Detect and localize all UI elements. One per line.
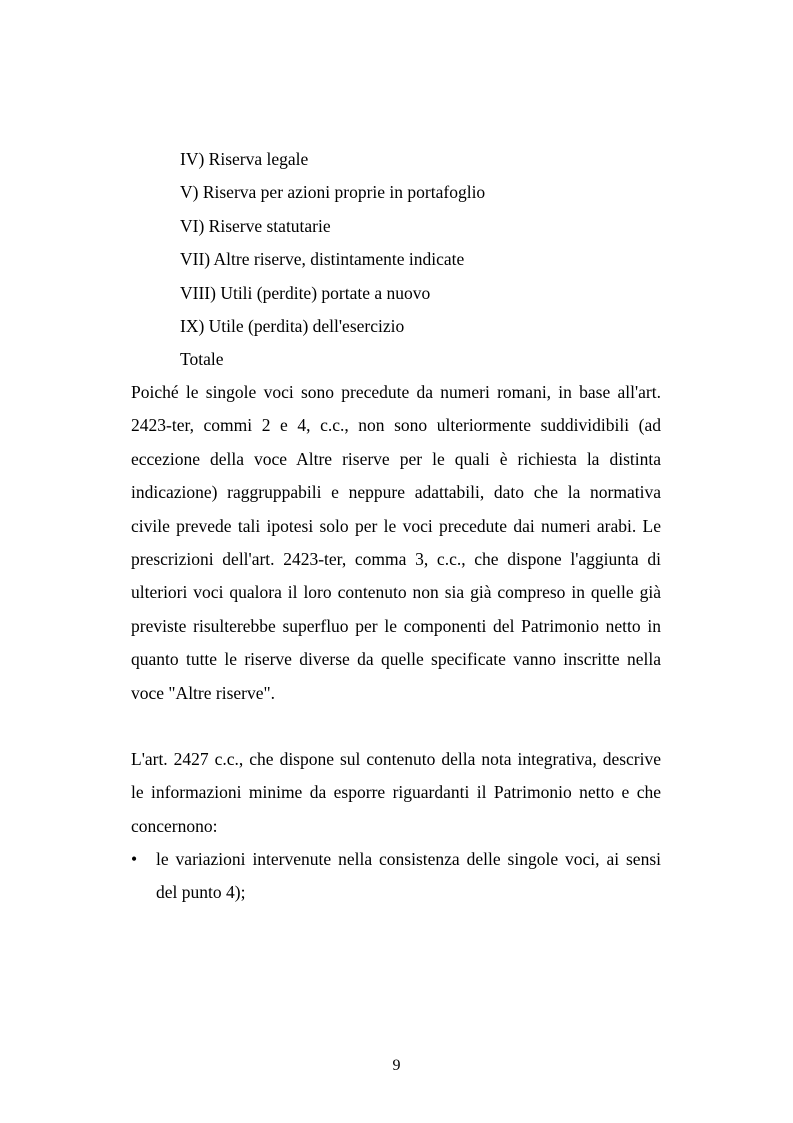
page-number: 9	[392, 1057, 401, 1074]
reserve-item: IX) Utile (perdita) dell'esercizio	[180, 315, 405, 336]
reserve-item: VII) Altre riserve, distintamente indicate	[180, 249, 465, 270]
reserve-item: VIII) Utili (perdite) portate a nuovo	[180, 282, 431, 303]
reserve-items-list	[180, 143, 485, 377]
bullet-item	[131, 843, 661, 910]
bullet-icon: •	[131, 849, 138, 869]
reserve-item: IV) Riserva legale	[180, 149, 309, 169]
reserve-item: VI) Riserve statutarie	[180, 215, 331, 236]
reserve-item: V) Riserva per azioni proprie in portafoglio	[180, 182, 486, 203]
paragraph-art-2427: L'art. 2427 c.c., che dispone sul contenuto della nota integrativa, descrive le informazioni minime da esporre riguardanti il Patrimonio netto e che concernono:	[131, 749, 661, 836]
bullet-text: le variazioni intervenute nella consistenza delle singole voci, ai sensi del punto 4);	[156, 849, 661, 903]
paragraph-roman-numerals: Poiché le singole voci sono precedute da numeri romani, in base all'art. 2423-ter, commi 2 e 4, c.c., non sono ulteriormente suddividibili (ad eccezione della voce Altre riserve per le quali è richiesta la distinta indicazione) raggruppabili e neppure adattabili, dato che la normativa civile prevede tali ipotesi solo per le voci precedute dai numeri arabi. Le prescrizioni dell'art. 2423-ter, comma 3, c.c., che dispone l'aggiunta di ulteriori voci qualora il loro contenuto non sia già compreso in quelle già previste risulterebbe superfluo per le componenti del Patrimonio netto in quanto tutte le riserve diverse da quelle specificate vanno inscritte nella voce "Altre riserve".	[131, 382, 661, 703]
bullet-list	[131, 843, 661, 910]
reserve-total: Totale	[180, 349, 224, 370]
